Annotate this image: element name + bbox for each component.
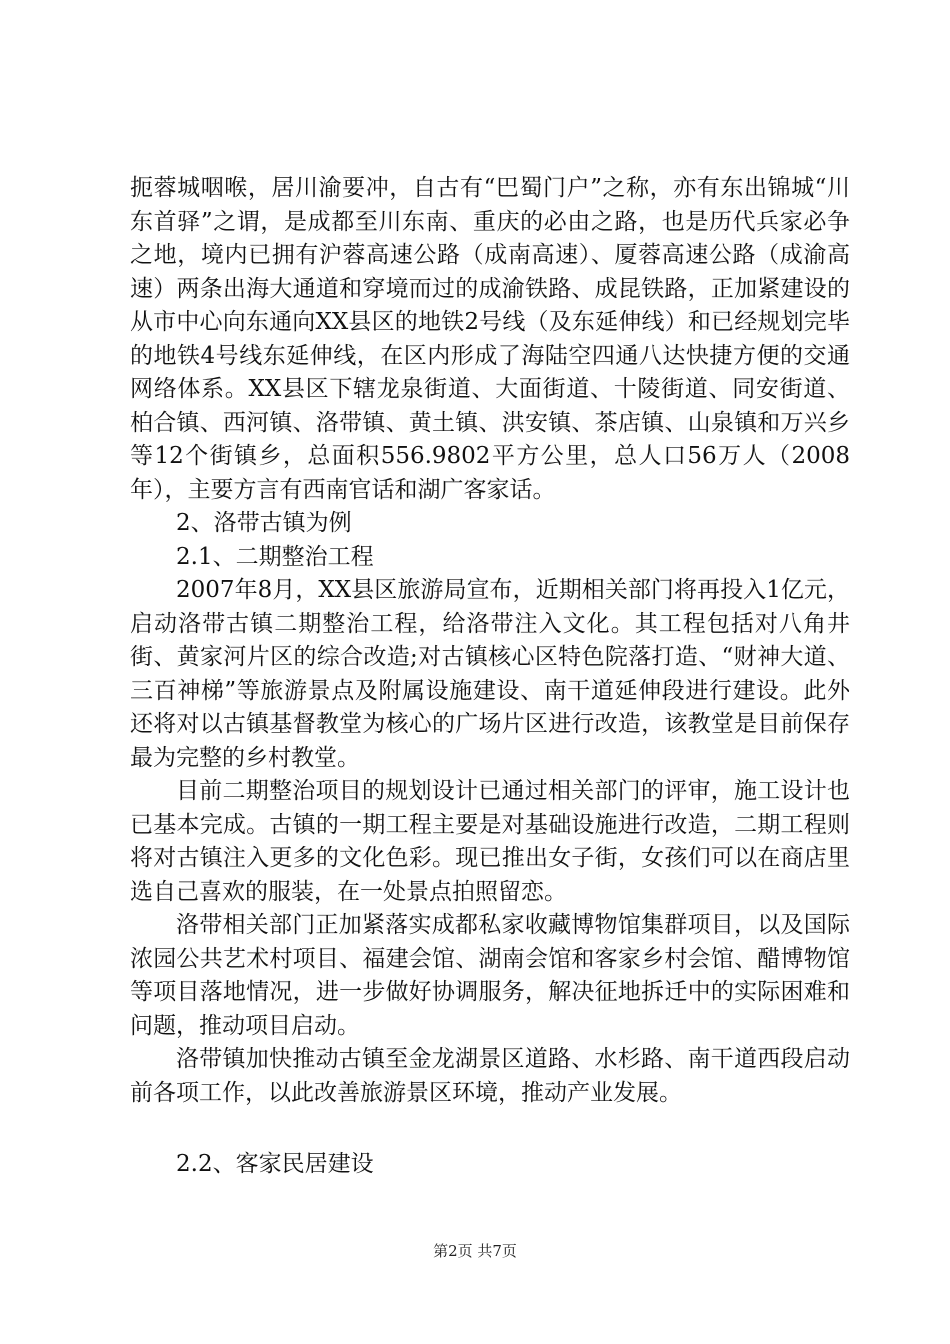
spacer [130,1110,850,1148]
paragraph-museum-projects: 洛带相关部门正加紧落实成都私家收藏博物馆集群项目，以及国际浓园公共艺术村项目、福建会馆、湖南会馆和客家乡村会馆、醋博物馆等项目落地情况，进一步做好协调服务，解决征地拆迁中的实际困难和问题，推动项目启动。 [130,912,850,1039]
subsection-heading-2-1: 2.1、二期整治工程 [176,543,374,570]
paragraph-planning-status: 目前二期整治项目的规划设计已通过相关部门的评审，施工设计也已基本完成。古镇的一期工程主要是对基础设施进行改造，二期工程则将对古镇注入更多的文化色彩。现已推出女子街，女孩们可以在商店里选自己喜欢的服装，在一处景点拍照留恋。 [130,778,850,905]
page-footer: 第2页 共7页 [433,1242,517,1260]
paragraph-road-works: 洛带镇加快推动古镇至金龙湖景区道路、水杉路、南干道西段启动前各项工作，以此改善旅游景区环境，推动产业发展。 [130,1046,850,1106]
paragraph-intro: 扼蓉城咽喉，居川渝要冲，自古有“巴蜀门户”之称，亦有东出锦城“川东首驿”之谓，是成都至川东南、重庆的必由之路，也是历代兵家必争之地，境内已拥有沪蓉高速公路（成南高速）、厦蓉高速公路（成渝高速）两条出海大通道和穿境而过的成渝铁路、成昆铁路，正加紧建设的从市中心向东通向XX县区的地铁2号线（及东延伸线）和已经规划完毕的地铁4号线东延伸线，在区内形成了海陆空四通八达快捷方便的交通网络体系。XX县区下辖龙泉街道、大面街道、十陵街道、同安街道、柏合镇、西河镇、洛带镇、黄土镇、洪安镇、茶店镇、山泉镇和万兴乡等12个街镇乡，总面积556.9802平方公里，总人口56万人（2008年），主要方言有西南官话和湖广客家话。 [130,175,850,503]
section-heading-2: 2、洛带古镇为例 [176,510,352,536]
subsection-heading-2-2: 2.2、客家民居建设 [176,1151,374,1177]
paragraph-project-phase2: 2007年8月，XX县区旅游局宣布，近期相关部门将再投入1亿元，启动洛带古镇二期整治工程，给洛带注入文化。其工程包括对八角井街、黄家河片区的综合改造;对古镇核心区特色院落打造、“财神大道、三百神梯”等旅游景点及附属设施建设、南干道延伸段进行建设。此外还将对以古镇基督教堂为核心的广场片区进行改造，该教堂是目前保存最为完整的乡村教堂。 [130,577,850,771]
document-body [130,172,850,1182]
